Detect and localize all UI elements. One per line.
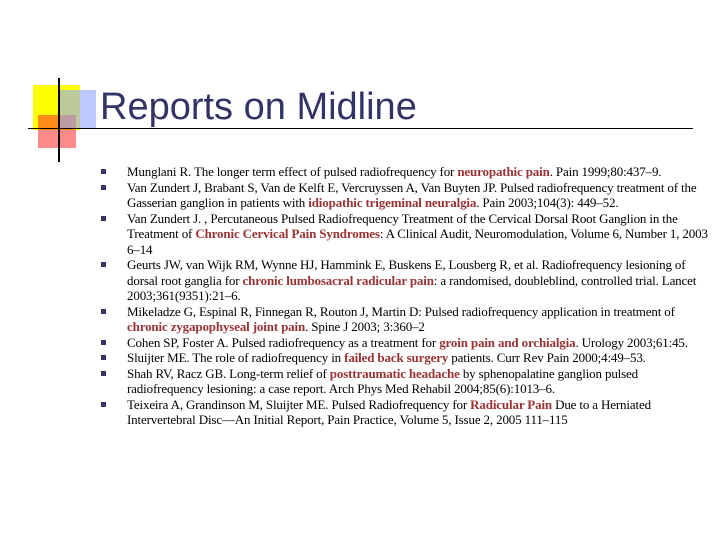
reference-item [96,366,711,397]
reference-item [96,350,711,366]
reference-item [96,164,711,180]
slide-title: Reports on Midline [100,86,417,128]
bullet-square-icon [101,402,106,407]
reference-highlight: posttraumatic headache [329,365,460,381]
reference-text: Geurts JW, van Wijk RM, Wynne HJ, Hammink E, Buskens E, Lousberg R, et al. Radiofrequency lesioning of dorsal root ganglia for [127,257,686,288]
reference-item [96,211,711,258]
reference-text-end: . Pain 2003;104(3): 449–52. [476,195,619,210]
reference-text-end: Due to a Herniated Intervertebral Disc—An Initial Report, Pain Practice, Volume 5, Issue 2, 2005 111–115 [127,396,651,427]
reference-text: Sluijter ME. The role of radiofrequency in [127,350,345,365]
reference-text-end: . Spine J 2003; 3:360–2 [305,319,425,334]
reference-text-end: : A Clinical Audit, Neuromodulation, Volume 6, Number 1, 2003 6–14 [127,226,708,257]
bullet-square-icon [101,169,106,174]
reference-text-end: : a randomised, doubleblind, controlled trial. Lancet 2003;361(9351):21–6. [127,272,697,303]
bullet-square-icon [101,216,106,221]
bullet-square-icon [101,185,106,190]
reference-highlight: neuropathic pain [457,164,550,179]
reference-text: Shah RV, Racz GB. Long-term relief of [127,365,330,381]
reference-highlight: idiopathic trigeminal neuralgia [308,195,477,210]
reference-highlight: groin pain and orchialgia [439,334,576,350]
reference-text: Cohen SP, Foster A. Pulsed radiofrequency as a treatment for [127,334,440,350]
reference-highlight: chronic lumbosacral radicular pain [242,272,434,288]
reference-item [96,335,711,351]
reference-text-end: . Pain 1999;80:437–9. [549,164,662,179]
reference-item [96,304,711,335]
reference-text-end: . Urology 2003;61:45. [575,334,688,350]
reference-text-end: patients. Curr Rev Pain 2000;4:49–53. [448,350,646,365]
reference-text: Teixeira A, Grandinson M, Sluijter ME. Pulsed Radiofrequency for [127,396,471,412]
decor-blue-square [58,90,96,128]
bullet-square-icon [101,262,106,267]
bullet-square-icon [101,355,106,360]
bullet-square-icon [101,371,106,376]
reference-list [96,164,711,428]
reference-text: Munglani R. The longer term effect of pulsed radiofrequency for [127,164,458,179]
reference-item [96,257,711,304]
reference-text: Mikeladze G, Espinal R, Finnegan R, Routon J, Martin D: Pulsed radiofrequency application in treatment of [127,303,675,319]
reference-item [96,397,711,428]
decor-vertical-line [58,78,60,162]
reference-highlight: Chronic Cervical Pain Syndromes [195,226,380,241]
reference-text: Van Zundert J, Brabant S, Van de Kelft E, Vercruyssen A, Van Buyten JP. Pulsed radiofrequency treatment of the Gasserian ganglion in patients with [127,179,697,210]
bullet-square-icon [101,309,106,314]
reference-text: Van Zundert J. , Percutaneous Pulsed Radiofrequency Treatment of the Cervical Dorsal Root Ganglion in the Treatment of [127,210,678,241]
bullet-square-icon [101,340,106,345]
reference-highlight: Radicular Pain [470,396,552,412]
reference-highlight: chronic zygapophyseal joint pain [127,319,306,334]
reference-item [96,180,711,211]
reference-highlight: failed back surgery [344,350,449,365]
reference-text-end: by sphenopalatine ganglion pulsed radiofrequency lesioning: a case report. Arch Phys Med Rehabil 2004;85(6):1013–6. [127,365,639,396]
